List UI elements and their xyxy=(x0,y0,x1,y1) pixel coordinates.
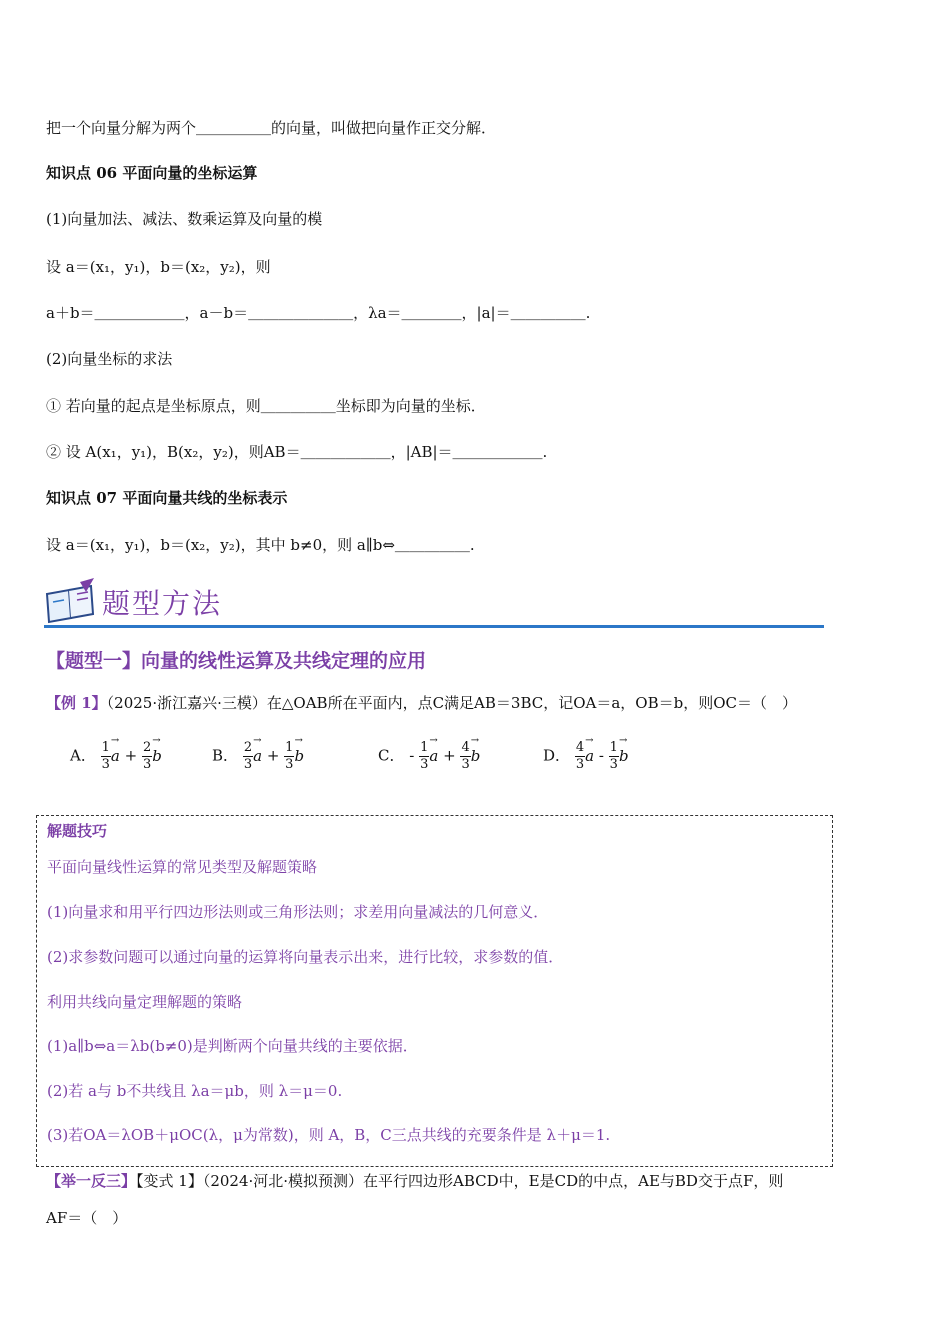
tip-line: (1)向量求和用平行四边形法则或三角形法则；求差用向量减法的几何意义． xyxy=(47,903,549,921)
knowledge-point-06-heading: 知识点 06 平面向量的坐标运算 xyxy=(46,164,258,182)
variant-text: 【变式 1】（2024·河北·模拟预测）在平行四边形ABCD中，E是CD的中点，AE与BD交于点F，则 xyxy=(136,1172,784,1190)
tips-heading: 解题技巧 xyxy=(47,822,108,840)
option-a[interactable]: A． $\frac{1}{3}$ → a + $\frac{2}{3}$ → b xyxy=(70,740,162,773)
variant-1-continued: AF＝（ ） xyxy=(46,1209,128,1227)
text-line: ① 若向量的起点是坐标原点，则＿＿＿＿＿坐标即为向量的坐标． xyxy=(46,397,486,415)
book-icon xyxy=(44,578,98,626)
knowledge-point-07-heading: 知识点 07 平面向量共线的坐标表示 xyxy=(46,489,288,507)
tip-line: 平面向量线性运算的常见类型及解题策略 xyxy=(47,858,318,876)
section-title: 题型方法 xyxy=(102,587,223,620)
tip-line: (3)若OA＝λOB＋μOC(λ，μ为常数)，则 A，B，C三点共线的充要条件是 λ＋μ＝1. xyxy=(47,1126,611,1144)
tip-line: (2)若 a与 b不共线且 λa＝μb，则 λ＝μ＝0. xyxy=(47,1082,343,1100)
tip-line: (1)a∥b⇔a＝λb(b≠0)是判断两个向量共线的主要依据． xyxy=(47,1037,418,1055)
variant-label: 【举一反三】 xyxy=(46,1172,137,1190)
type-one-title: 【题型一】向量的线性运算及共线定理的应用 xyxy=(46,650,427,672)
option-b[interactable]: B． $\frac{2}{3}$ → a + $\frac{1}{3}$ → b xyxy=(212,740,304,773)
option-label: A． xyxy=(70,746,96,765)
problem-solving-tips-box xyxy=(36,815,833,1167)
text-line: a＋b＝＿＿＿＿＿＿，a－b＝＿＿＿＿＿＿＿，λa＝＿＿＿＿，|a|＝＿＿＿＿＿. xyxy=(46,304,591,322)
option-label: D． xyxy=(543,746,571,765)
example-text: （2025·浙江嘉兴·三模）在△OAB所在平面内，点C满足AB＝3BC，记OA＝a，OB＝b，则OC＝（ ） xyxy=(106,694,797,712)
example-label: 【例 1】 xyxy=(46,694,107,712)
text-line: 设 a＝(x₁，y₁)，b＝(x₂，y₂)，则 xyxy=(46,258,271,276)
option-label: C． xyxy=(378,746,405,765)
text-line: (2)向量坐标的求法 xyxy=(46,350,173,368)
variant-1 xyxy=(46,1170,783,1191)
option-label: B． xyxy=(212,746,239,765)
text-line: 设 a＝(x₁，y₁)，b＝(x₂，y₂)，其中 b≠0，则 a∥b⇔＿＿＿＿＿. xyxy=(46,536,475,554)
option-c[interactable]: C． - $\frac{1}{3}$ → a + $\frac{4}{3}$ → b xyxy=(378,740,480,773)
section-divider xyxy=(44,625,824,628)
text-line: (1)向量加法、减法、数乘运算及向量的模 xyxy=(46,210,323,228)
tip-line: (2)求参数问题可以通过向量的运算将向量表示出来，进行比较，求参数的值． xyxy=(47,948,564,966)
tip-line: 利用共线向量定理解题的策略 xyxy=(47,993,243,1011)
example-1 xyxy=(46,692,797,713)
text-line: 把一个向量分解为两个＿＿＿＿＿的向量，叫做把向量作正交分解． xyxy=(46,119,497,137)
text-line: ② 设 A(x₁，y₁)，B(x₂，y₂)，则AB＝＿＿＿＿＿＿，|AB|＝＿＿＿＿＿＿. xyxy=(46,443,548,461)
section-header xyxy=(44,576,824,628)
option-d[interactable]: D． $\frac{4}{3}$ → a - $\frac{1}{3}$ → b xyxy=(543,740,629,773)
